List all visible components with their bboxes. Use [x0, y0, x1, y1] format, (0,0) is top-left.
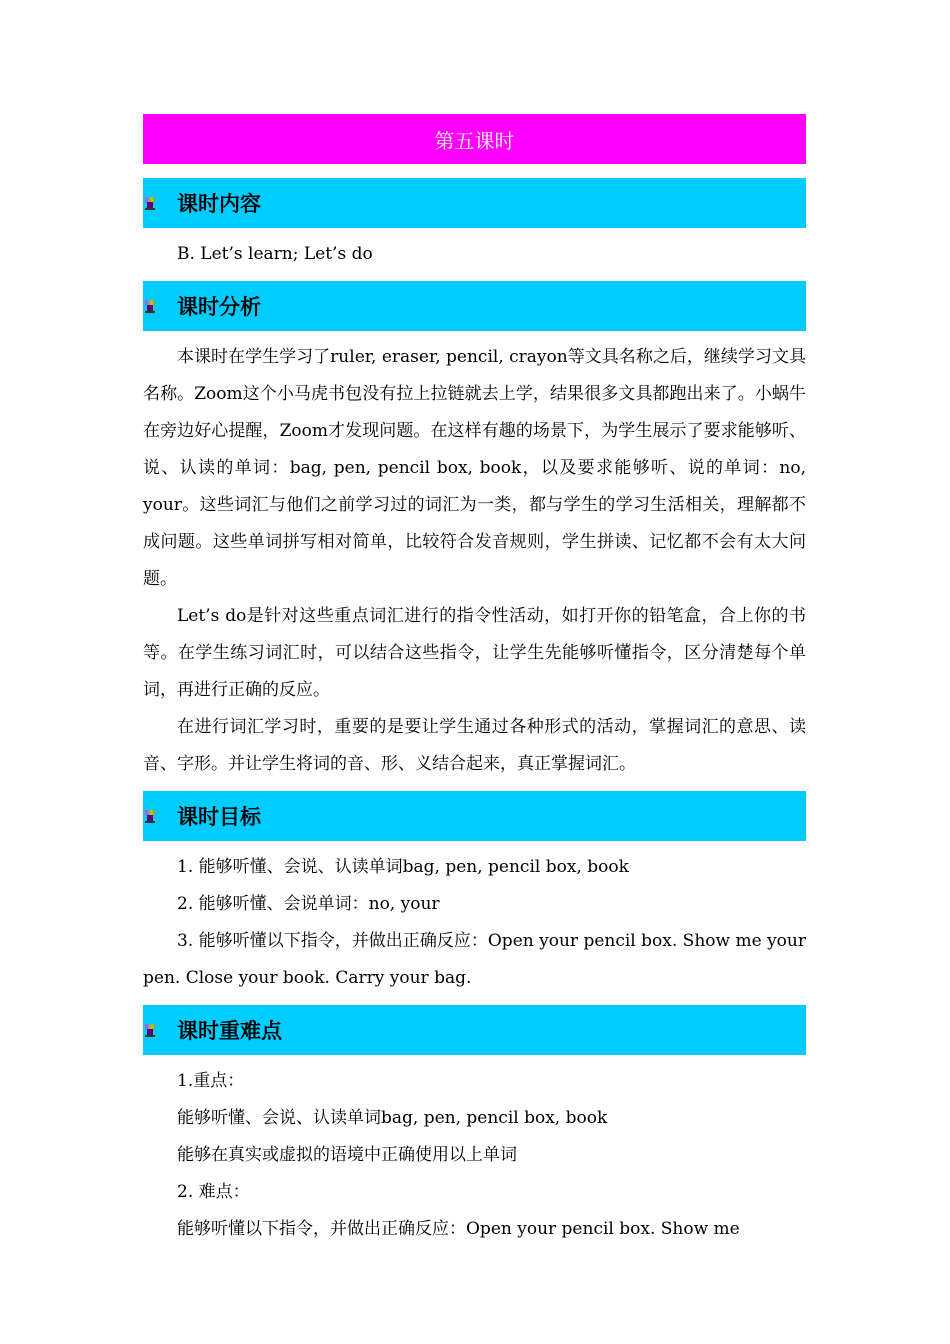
goal-item: 1. 能够听懂、会说、认读单词bag, pen, pencil box, book [177, 857, 629, 877]
key-point-line: 能够在真实或虚拟的语境中正确使用以上单词 [177, 1145, 517, 1165]
section-heading-text: 课时重难点 [177, 1019, 282, 1043]
goal-item: 3. 能够听懂以下指令，并做出正确反应：Open your pencil box. Show me your pen. Close your book. Carry your bag. [143, 931, 806, 988]
section-heading-text: 课时目标 [177, 805, 261, 829]
section-heading-analysis [143, 281, 806, 331]
analysis-paragraph: 在进行词汇学习时，重要的是要让学生通过各种形式的活动，掌握词汇的意思、读音、字形。并让学生将词的音、形、义结合起来，真正掌握词汇。 [143, 717, 806, 774]
lesson-title: 第五课时 [434, 128, 515, 153]
book-bullet-icon [145, 197, 157, 209]
section-heading-text: 课时分析 [177, 295, 261, 319]
lesson-title-bar [143, 114, 806, 164]
document-page [143, 114, 806, 1248]
key-point-line: 2. 难点： [177, 1182, 250, 1202]
content-line: B. Let’s learn; Let’s do [177, 244, 373, 264]
section-heading-text: 课时内容 [177, 192, 261, 216]
key-point-line: 1.重点： [177, 1071, 245, 1091]
analysis-paragraph: 本课时在学生学习了ruler, eraser, pencil, crayon等文具名称之后，继续学习文具名称。Zoom这个小马虎书包没有拉上拉链就去上学，结果很多文具都跑出来了。小蜗牛在旁边好心提醒，Zoom才发现问题。在这样有趣的场景下，为学生展示了要求能够听、说、认读的单词：bag, pen, pencil box, book，以及要求能够听、说的单词：no, your。这些词汇与他们之前学习过的词汇为一类，都与学生的学习生活相关，理解都不成问题。这些单词拼写相对简单，比较符合发音规则，学生拼读、记忆都不会有太大问题。 [143, 347, 806, 589]
section-heading-goals [143, 791, 806, 841]
book-bullet-icon [145, 300, 157, 312]
book-bullet-icon [145, 810, 157, 822]
key-point-line: 能够听懂以下指令，并做出正确反应：Open your pencil box. Show me [177, 1219, 740, 1239]
book-bullet-icon [145, 1024, 157, 1036]
goal-item: 2. 能够听懂、会说单词：no, your [177, 894, 440, 914]
section-heading-key-points [143, 1005, 806, 1055]
analysis-paragraph: Let’s do是针对这些重点词汇进行的指令性活动，如打开你的铅笔盒，合上你的书等。在学生练习词汇时，可以结合这些指令，让学生先能够听懂指令，区分清楚每个单词，再进行正确的反应。 [143, 606, 806, 700]
section-heading-content [143, 178, 806, 228]
key-point-line: 能够听懂、会说、认读单词bag, pen, pencil box, book [177, 1108, 608, 1128]
